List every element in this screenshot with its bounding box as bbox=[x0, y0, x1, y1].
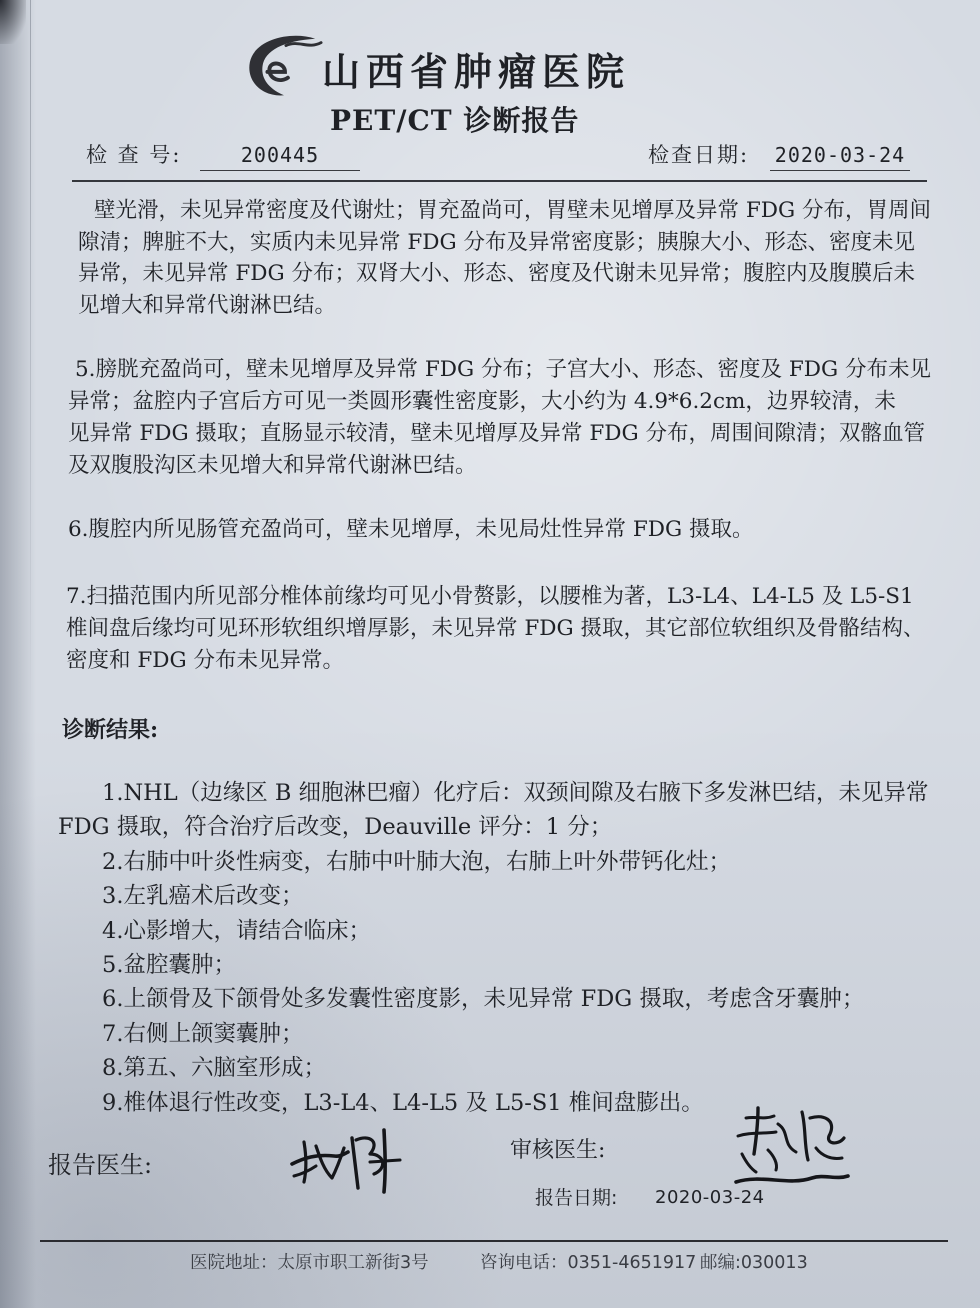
diagnosis-line: 5.盆腔囊肿； bbox=[102, 952, 236, 979]
text-line: 异常；盆腔内子宫后方可见一类圆形囊性密度影，大小约为 4.9*6.2cm，边界较清，未 bbox=[68, 389, 896, 414]
diagnosis-line: 4.心影增大，请结合临床； bbox=[102, 917, 371, 944]
signature-stroke bbox=[352, 1138, 358, 1188]
reviewing-doctor-label: 审核医生: bbox=[510, 1138, 606, 1163]
text-line: 壁光滑，未见异常密度及代谢灶；胃充盈尚可，胃壁未见增厚及异常 FDG 分布，胃周间 bbox=[94, 198, 932, 223]
text-line: 5.膀胱充盈尚可，壁未见增厚及异常 FDG 分布；子宫大小、形态、密度及 FDG 分布未见 bbox=[75, 357, 932, 382]
text-line: 隙清；脾脏不大，实质内未见异常 FDG 分布及异常密度影；胰腺大小、形态、密度未见 bbox=[78, 229, 916, 255]
diagnosis-line: 6.上颌骨及下颌骨处多发囊性密度影，未见异常 FDG 摄取，考虑含牙囊肿； bbox=[102, 986, 865, 1013]
signature-stroke bbox=[768, 1150, 777, 1170]
signature-stroke bbox=[370, 1160, 400, 1162]
report-date-value: 2020-03-24 bbox=[655, 1187, 765, 1208]
finding-paragraph bbox=[68, 354, 931, 482]
diagnosis-item bbox=[58, 776, 929, 845]
finding-paragraph bbox=[78, 195, 931, 321]
text-line: 见异常 FDG 摄取；直肠显示较清，壁未见增厚及异常 FDG 分布，周围间隙清；双髂血管 bbox=[68, 421, 926, 446]
reporting-doctor-label: 报告医生: bbox=[48, 1151, 153, 1179]
diagnosis-line: 9.椎体退行性改变，L3-L4、L4-L5 及 L5-S1 椎间盘膨出。 bbox=[102, 1089, 704, 1116]
text-line: 椎间盘后缘均可见环形软组织增厚影，未见异常 FDG 摄取，其它部位软组织及骨骼结构、 bbox=[66, 616, 925, 641]
hospital-name: 山西省肿瘤医院 bbox=[322, 50, 631, 94]
exam-date-label: 检查日期: bbox=[648, 143, 750, 167]
signature-stroke bbox=[754, 1108, 758, 1154]
diagnosis-item bbox=[58, 982, 929, 1016]
footer-address: 医院地址：太原市职工新街3号 bbox=[190, 1253, 429, 1273]
diagnosis-item bbox=[58, 948, 929, 982]
hospital-logo-icon bbox=[245, 32, 323, 102]
footer-postcode: 邮编:030013 bbox=[700, 1253, 808, 1273]
report-title: PET/CT 诊断报告 bbox=[330, 104, 580, 137]
signature-stroke bbox=[742, 1154, 756, 1172]
report-date-label: 报告日期: bbox=[535, 1187, 618, 1209]
signature-stroke bbox=[746, 1116, 774, 1118]
signature-stroke bbox=[316, 1146, 344, 1178]
text-line: 异常，未见异常 FDG 分布；双肾大小、形态、密度及代谢未见异常；腹腔内及腹膜后未 bbox=[78, 261, 916, 286]
diagnosis-line: 2.右肺中叶炎性病变，右肺中叶肺大泡，右肺上叶外带钙化灶； bbox=[102, 848, 731, 875]
text-line: 7.扫描范围内所见部分椎体前缘均可见小骨赘影，以腰椎为著，L3-L4、L4-L5 及 L5-S1 bbox=[66, 584, 914, 609]
diagnosis-item bbox=[58, 914, 929, 948]
text-line: 密度和 FDG 分布未见异常。 bbox=[66, 648, 344, 673]
logo-wave bbox=[286, 43, 321, 46]
diagnosis-item bbox=[58, 879, 929, 913]
diagnosis-line: 7.右侧上颌窦囊肿； bbox=[102, 1020, 304, 1047]
diagnosis-item bbox=[58, 1051, 929, 1085]
diagnosis-heading: 诊断结果: bbox=[62, 717, 159, 743]
diagnosis-line: 3.左乳癌术后改变； bbox=[102, 883, 304, 910]
header-divider bbox=[72, 180, 927, 182]
diagnosis-list bbox=[58, 776, 929, 1120]
reporting-doctor-signature bbox=[286, 1124, 406, 1194]
corner-shadow bbox=[0, 0, 26, 44]
footer-phone: 咨询电话：0351-4651917 bbox=[480, 1253, 697, 1273]
diagnosis-line: 8.第五、六脑室形成； bbox=[102, 1055, 326, 1082]
signature-stroke bbox=[810, 1117, 844, 1143]
paper-fold-line bbox=[30, 0, 31, 720]
diagnosis-line: 1.NHL（边缘区 B 细胞淋巴瘤）化疗后：双颈间隙及右腋下多发淋巴结，未见异常 bbox=[102, 780, 929, 806]
text-line: 及双腹股沟区未见增大和异常代谢淋巴结。 bbox=[68, 453, 477, 478]
finding-paragraph bbox=[66, 581, 925, 677]
signature-stroke bbox=[736, 1176, 848, 1182]
exam-number-value: 200445 bbox=[200, 140, 360, 171]
text-line: 6.腹腔内所见肠管充盈尚可，壁未见增厚，未见局灶性异常 FDG 摄取。 bbox=[68, 517, 754, 542]
signature-stroke bbox=[802, 1112, 808, 1160]
finding-paragraph bbox=[68, 514, 754, 546]
exam-date-value: 2020-03-24 bbox=[770, 140, 910, 171]
signature-stroke bbox=[816, 1148, 842, 1159]
diagnosis-line: FDG 摄取，符合治疗后改变，Deauville 评分：1 分； bbox=[58, 814, 613, 841]
footer-divider bbox=[40, 1240, 948, 1242]
text-line: 见增大和异常代谢淋巴结。 bbox=[78, 292, 337, 318]
signature-stroke bbox=[356, 1138, 383, 1174]
exam-number-label: 检 查 号: bbox=[86, 143, 182, 167]
signature-stroke bbox=[778, 1124, 796, 1152]
reviewing-doctor-signature bbox=[732, 1104, 850, 1194]
logo-curl bbox=[267, 64, 287, 81]
diagnosis-item bbox=[58, 845, 929, 879]
signature-stroke bbox=[304, 1142, 306, 1182]
diagnosis-item bbox=[58, 1017, 929, 1051]
